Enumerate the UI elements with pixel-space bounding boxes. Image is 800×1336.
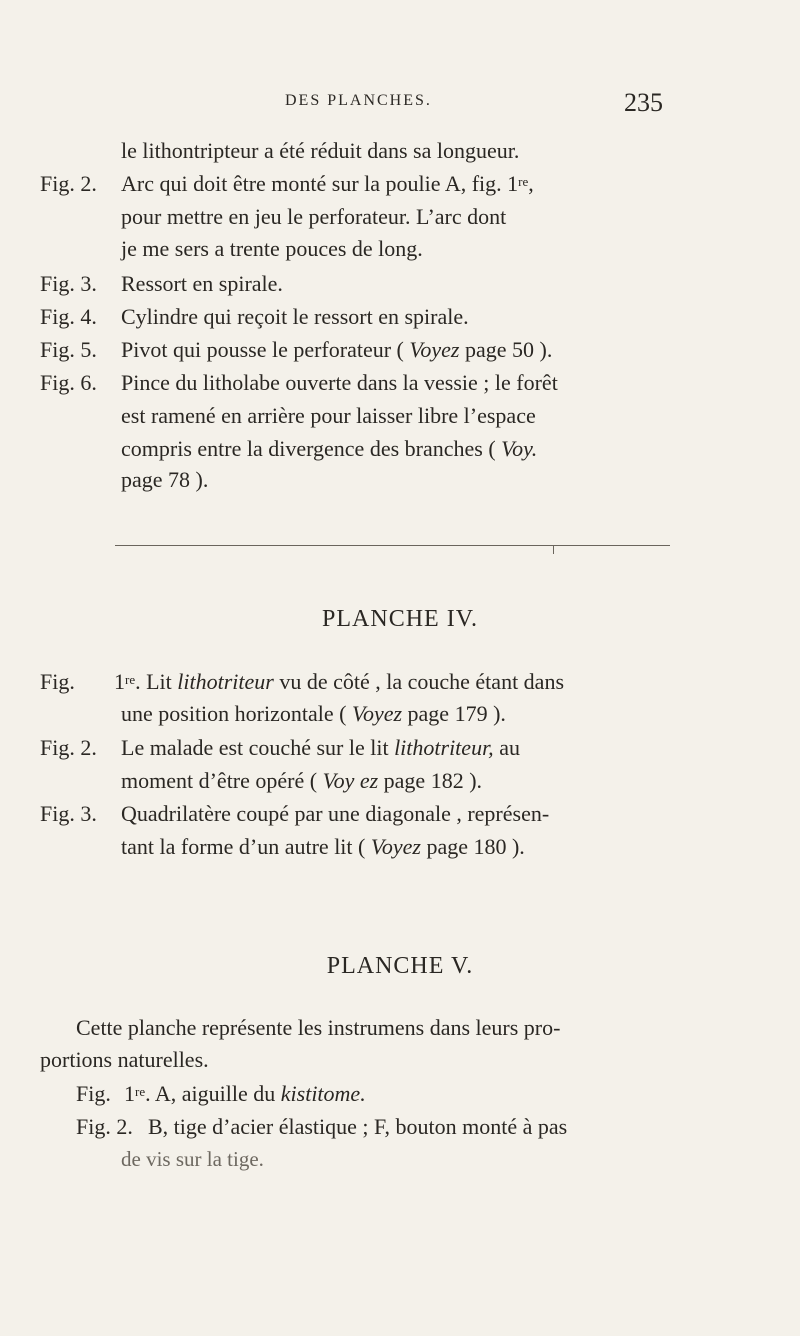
intro-line: portions naturelles. (40, 1047, 209, 1072)
fig-label: Fig. 3. (40, 801, 97, 826)
fig-label: Fig. (40, 669, 75, 694)
fig-label: Fig. 2. (40, 171, 97, 196)
entry-line: B, tige d’acier élastique ; F, bouton monté à pas (148, 1114, 568, 1139)
entry-line: moment d’être opéré ( Voy ez page 182 ). (121, 768, 483, 793)
entry-line: tant la forme d’un autre lit ( Voyez page 180 ). (121, 834, 525, 859)
fig-label: Fig. 3. (40, 271, 97, 296)
entry-line: je me sers a trente pouces de long. (121, 236, 423, 261)
entry-line: compris entre la divergence des branches ( Voy. (121, 436, 538, 461)
running-title: DES PLANCHES. (285, 92, 432, 109)
plate-heading: PLANCHE V. (326, 953, 474, 979)
intro-line: Cette planche représente les instrumens dans leurs pro- (76, 1015, 561, 1040)
fig-label: Fig. (76, 1081, 111, 1106)
entry-line: 1re. A, aiguille du kistitome. (124, 1081, 366, 1106)
entry-line: est ramené en arrière pour laisser libre l’espace (121, 403, 536, 428)
fig-label: Fig. 2. (40, 735, 97, 760)
entry-line: Quadrilatère coupé par une diagonale , représen- (121, 801, 550, 826)
entry-line: Pince du litholabe ouverte dans la vessie ; le forêt (121, 370, 558, 395)
entry-line: une position horizontale ( Voyez page 179 ). (121, 701, 506, 726)
entry-line: Arc qui doit être monté sur la poulie A, fig. 1re, (121, 171, 534, 196)
continuation-line: le lithontripteur a été réduit dans sa longueur. (121, 138, 520, 163)
fig-label: Fig. 2. (76, 1114, 133, 1139)
entry-line: pour mettre en jeu le perforateur. L’arc dont (121, 204, 507, 229)
page-header (0, 88, 800, 122)
entry-line: page 78 ). (121, 467, 209, 492)
plate-heading: PLANCHE IV. (322, 606, 478, 632)
fig-label: Fig. 5. (40, 337, 97, 362)
divider-tick (553, 545, 554, 554)
entry-line: de vis sur la tige. (121, 1147, 264, 1171)
entry-line: Le malade est couché sur le lit lithotriteur, au (121, 735, 520, 760)
entry-line: Cylindre qui reçoit le ressort en spirale. (121, 304, 469, 329)
fig-label: Fig. 4. (40, 304, 97, 329)
section-divider (115, 545, 670, 546)
entry-line: 1re. Lit lithotriteur vu de côté , la couche étant dans (114, 669, 565, 694)
page-number: 235 (624, 88, 663, 117)
fig-label: Fig. 6. (40, 370, 97, 395)
entry-line: Pivot qui pousse le perforateur ( Voyez page 50 ). (121, 337, 553, 362)
entry-line: Ressort en spirale. (121, 271, 283, 296)
